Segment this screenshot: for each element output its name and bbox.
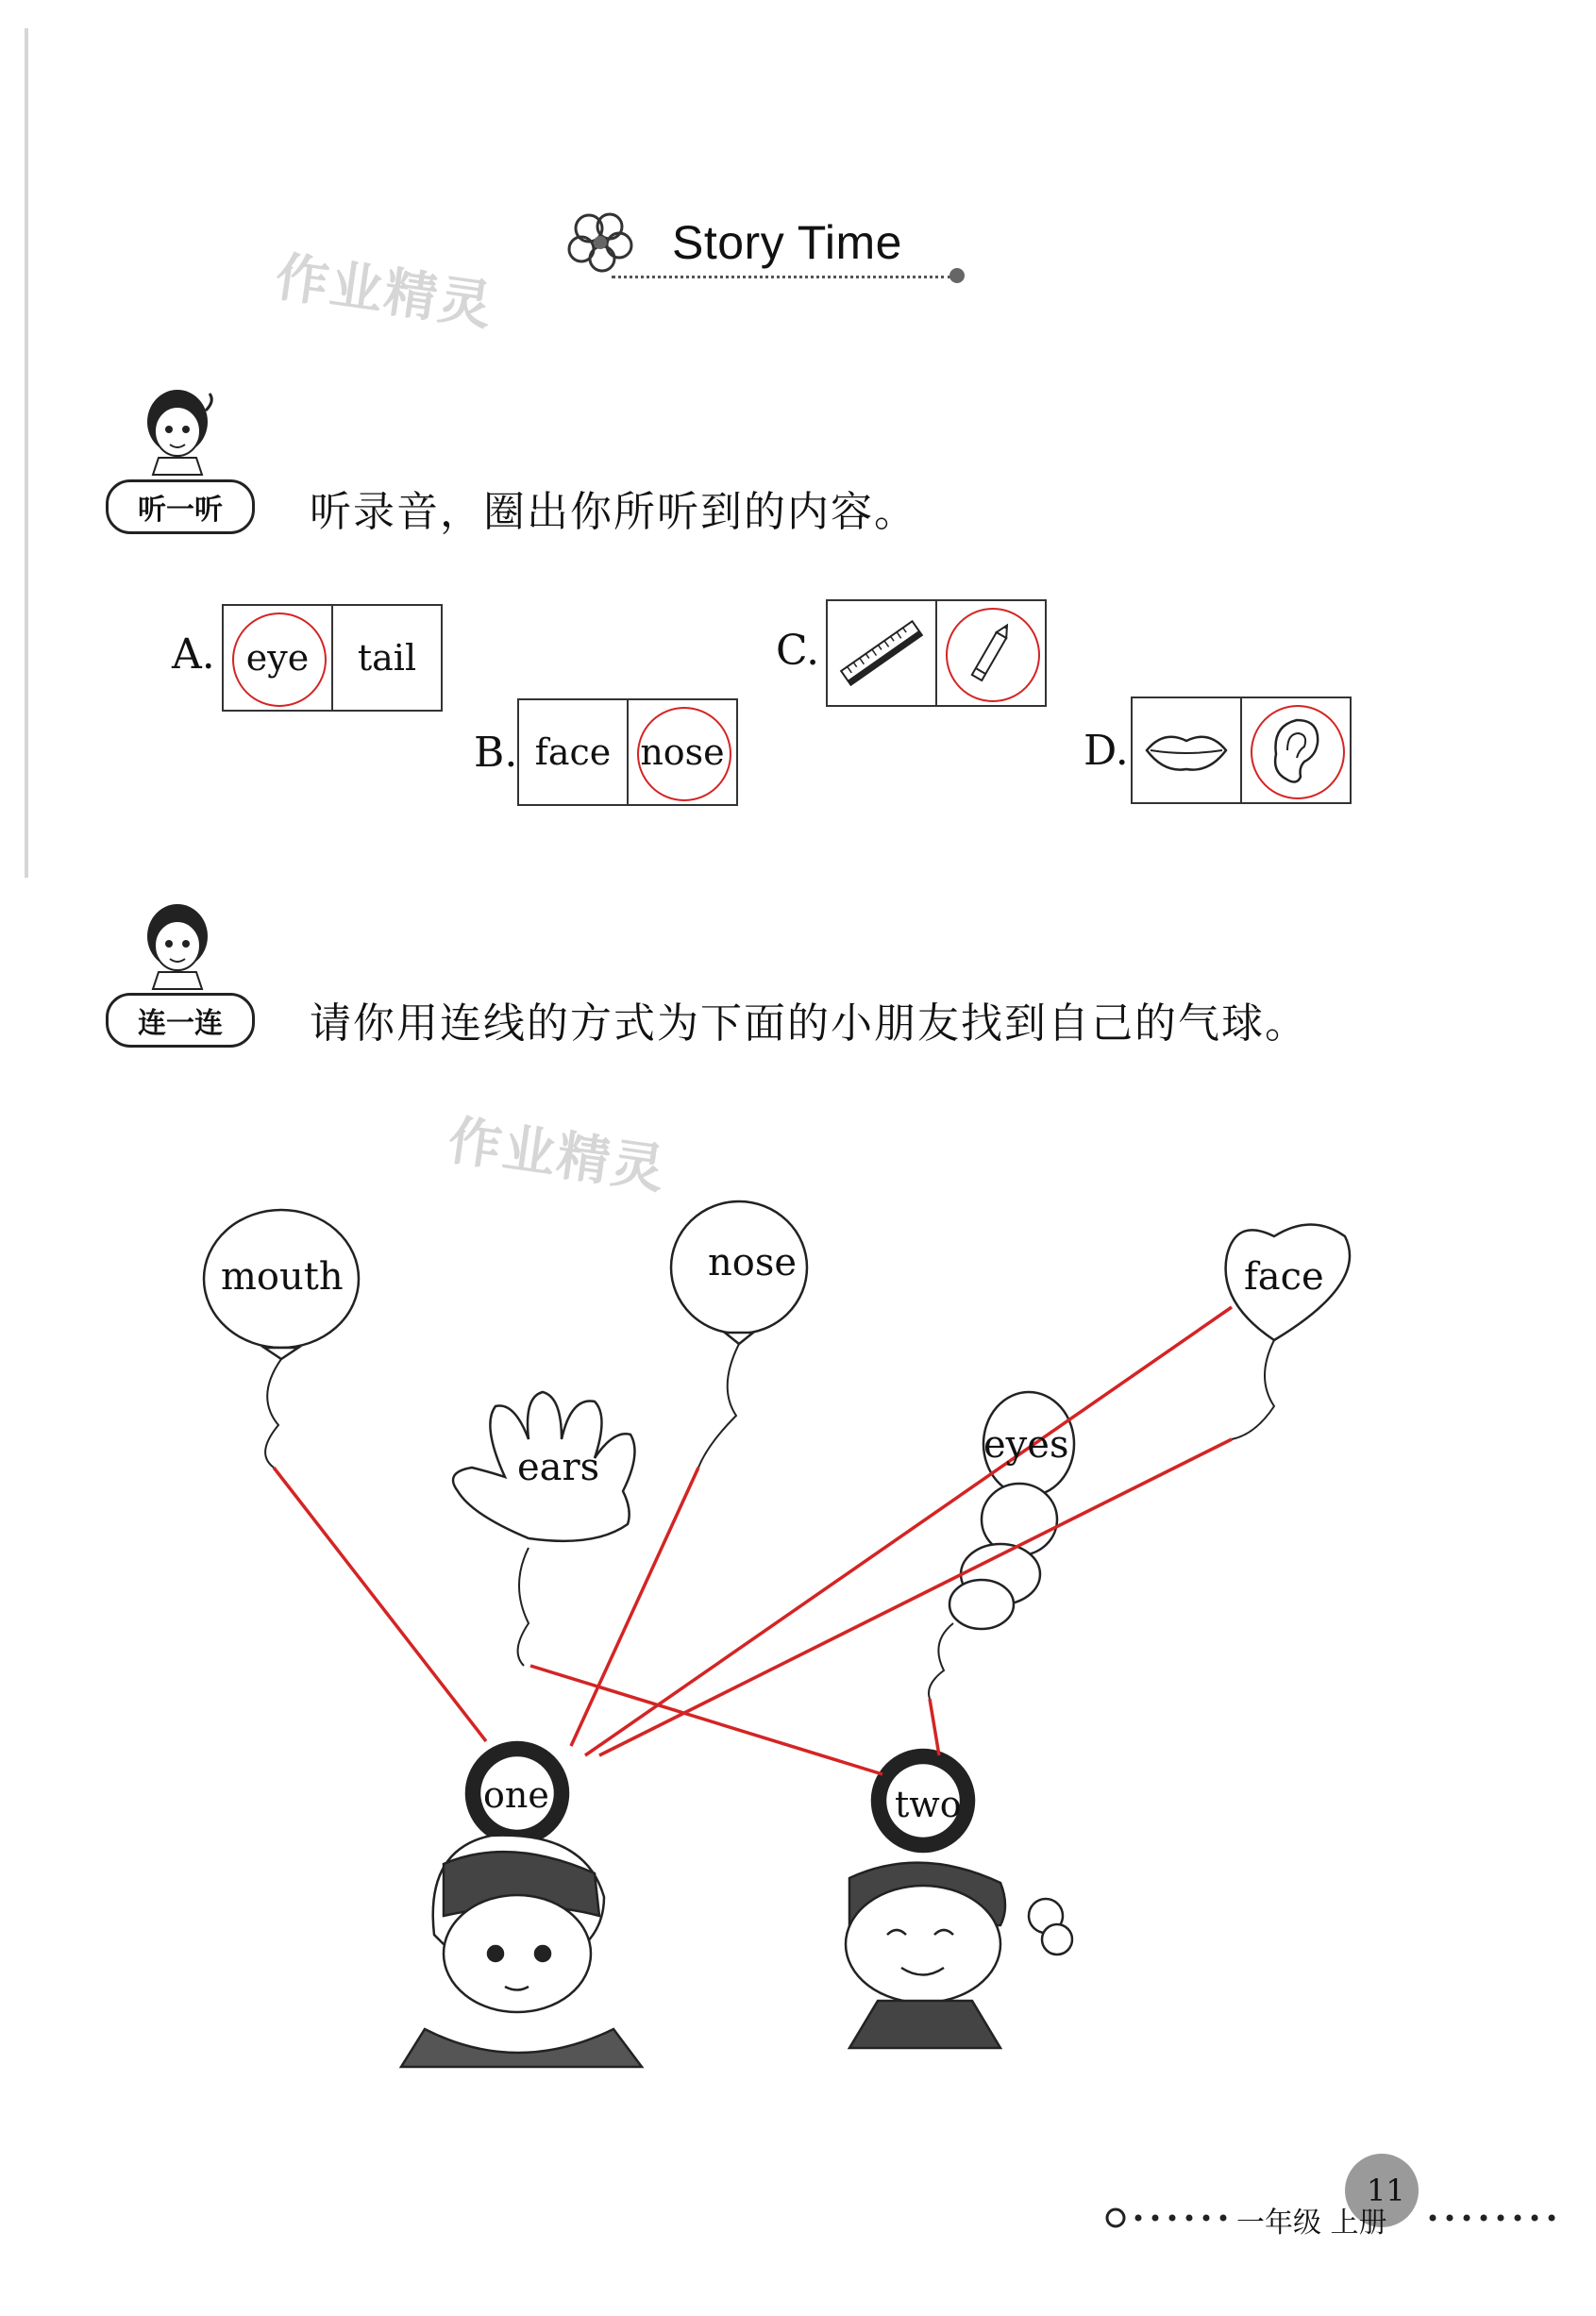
- watermark: 作业精灵: [271, 246, 497, 338]
- balloon-label-nose: nose: [708, 1241, 798, 1284]
- balloon-label-mouth: mouth: [221, 1255, 344, 1299]
- option-b-label: B.: [474, 729, 518, 777]
- answer-lines: [274, 1307, 1232, 1774]
- page-title: Story Time: [672, 216, 902, 269]
- listen-instruction: 听录音，圈出你所听到的内容。: [310, 488, 917, 536]
- kid-label-one: one: [483, 1774, 549, 1816]
- page-number: 11: [1367, 2173, 1405, 2208]
- option-a-right-text: tail: [357, 637, 417, 679]
- option-c-label: C.: [776, 627, 820, 675]
- balloon-label-eyes: eyes: [983, 1423, 1069, 1467]
- kid-label-two: two: [895, 1784, 962, 1825]
- grade-label: 一年级 上册: [1236, 2207, 1387, 2240]
- balloon-label-face: face: [1244, 1255, 1324, 1299]
- connect-badge: 连一连: [106, 993, 255, 1048]
- option-b-left-text: face: [534, 731, 612, 773]
- option-a-left-text: eye: [245, 637, 310, 679]
- connect-instruction: 请你用连线的方式为下面的小朋友找到自己的气球。: [310, 999, 1308, 1048]
- option-a-label: A.: [172, 630, 215, 679]
- listen-badge: 听一听: [106, 479, 255, 534]
- option-d-label: D.: [1084, 727, 1129, 775]
- balloon-label-ears: ears: [517, 1446, 600, 1489]
- watermark: 作业精灵: [444, 1110, 670, 1201]
- option-b-right-text: nose: [640, 731, 725, 773]
